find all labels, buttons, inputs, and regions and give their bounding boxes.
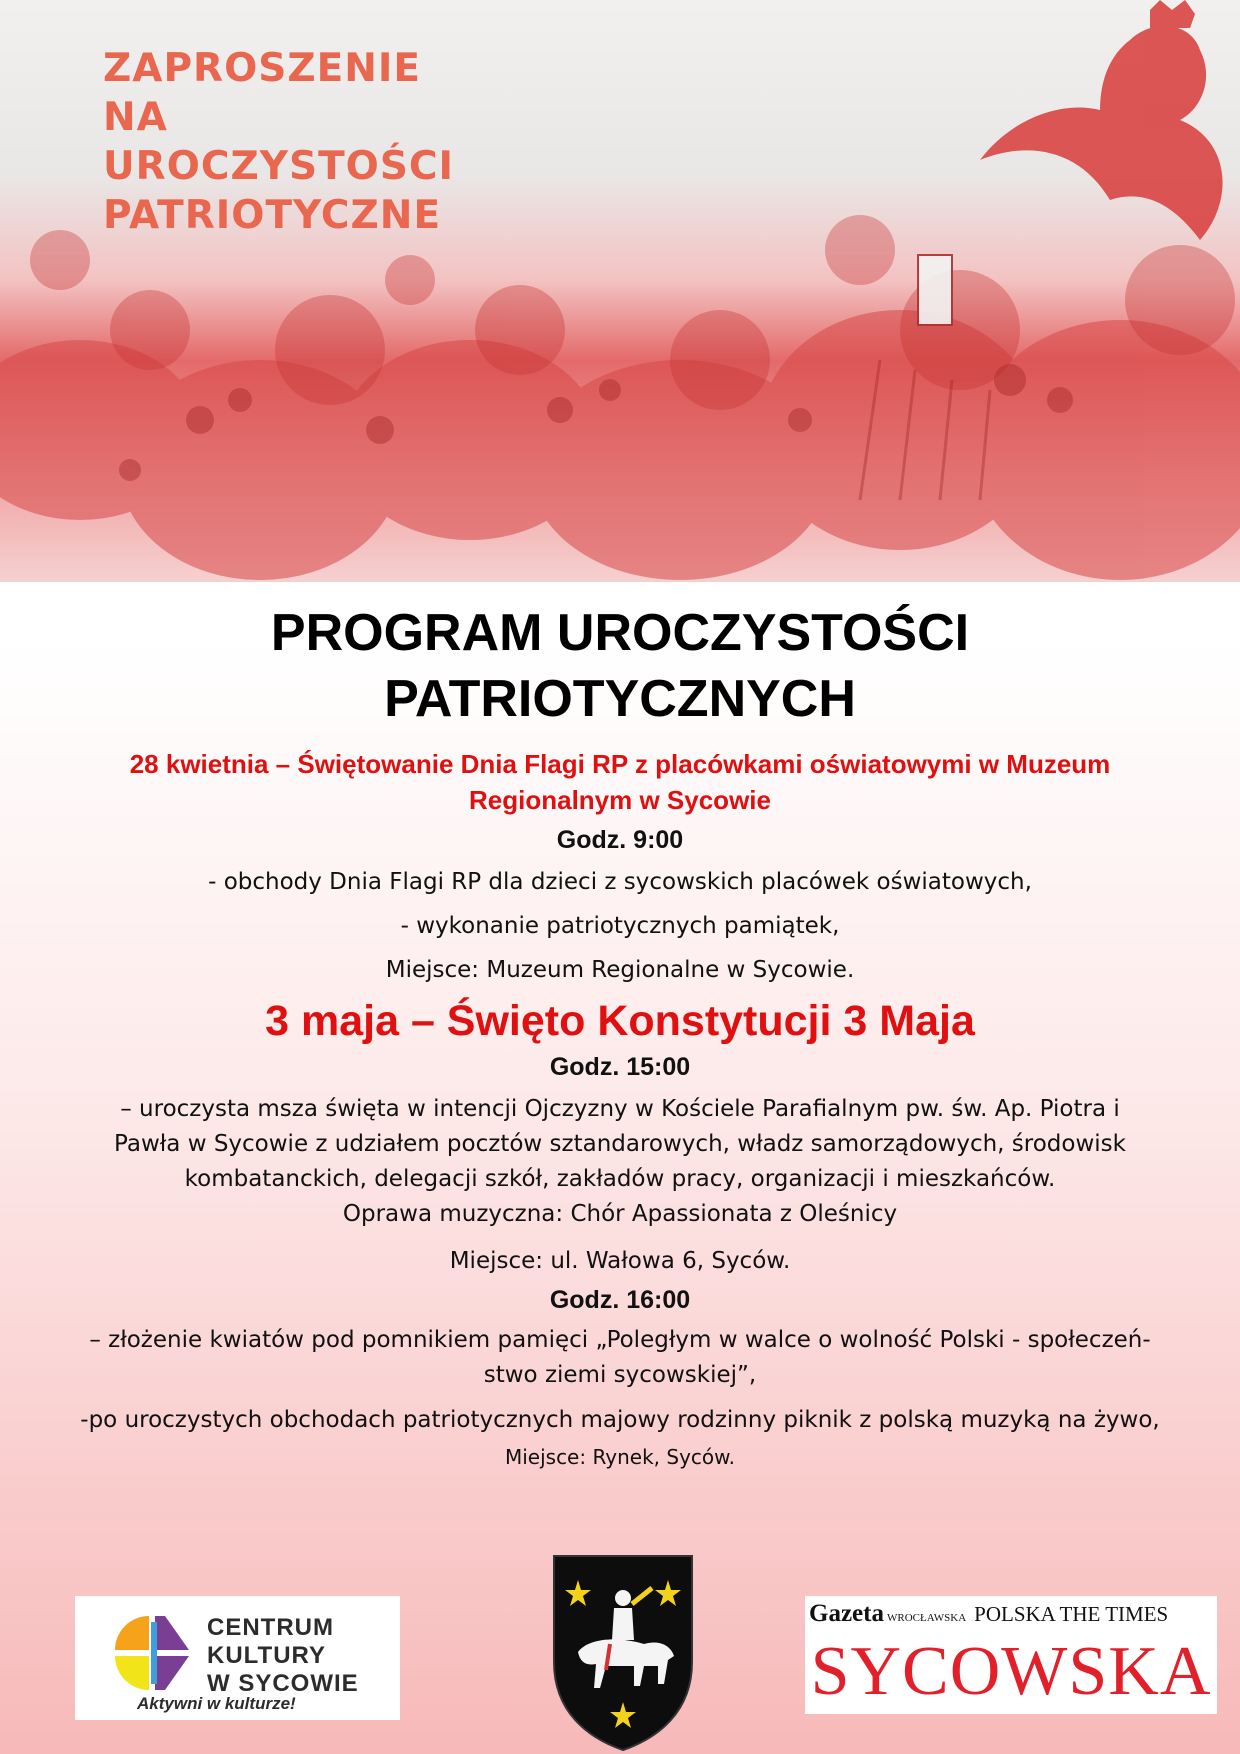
invitation-title-line: PATRIOTYCZNE bbox=[103, 193, 442, 238]
event-flowers-description bbox=[36, 1323, 1204, 1393]
event-mass-place: Miejsce: ul. Wałowa 6, Syców. bbox=[449, 1248, 791, 1274]
program-title-line: PATRIOTYCZNYCH bbox=[384, 670, 856, 728]
event-constitution-heading: 3 maja – Święto Konstytucji 3 Maja bbox=[265, 997, 975, 1045]
event-mass-time: Godz. 15:00 bbox=[549, 1053, 691, 1081]
flowers-line: – złożenie kwiatów pod pomnikiem pamięci „Poległym w walce o wolność Polski - społeczeń- bbox=[89, 1327, 1151, 1353]
invitation-title-line: ZAPROSZENIE bbox=[103, 46, 422, 91]
mass-line: Pawła w Sycowie z udziałem pocztów sztandarowych, władz samorządowych, środowisk bbox=[114, 1131, 1126, 1157]
flowers-line: stwo ziemi sycowskiej”, bbox=[483, 1362, 757, 1388]
sycow-coat-of-arms-icon bbox=[548, 1552, 698, 1752]
event-flag-day-heading bbox=[20, 746, 1220, 818]
gazeta-brand: Gazeta bbox=[809, 1600, 884, 1627]
centrum-name-line: CENTRUM bbox=[207, 1614, 334, 1641]
gazeta-partners: POLSKA THE TIMES bbox=[974, 1602, 1169, 1626]
hero-banner bbox=[0, 0, 1240, 582]
centrum-kultury-tagline: Aktywni w kulturze! bbox=[137, 1694, 296, 1713]
gazeta-header bbox=[809, 1600, 1168, 1628]
event-flag-day-item: - obchody Dnia Flagi RP dla dzieci z sycowskich placówek oświatowych, bbox=[208, 869, 1032, 895]
event-flag-day-time: Godz. 9:00 bbox=[556, 826, 684, 854]
centrum-name-line: W SYCOWIE bbox=[207, 1670, 359, 1697]
mass-line: Oprawa muzyczna: Chór Apassionata z Oleśnicy bbox=[342, 1201, 898, 1227]
event-flowers-time: Godz. 16:00 bbox=[549, 1286, 691, 1314]
centrum-kultury-emblem-icon bbox=[109, 1608, 199, 1698]
event-flag-day-place: Miejsce: Muzeum Regionalne w Sycowie. bbox=[385, 957, 855, 983]
event-heading-line: 28 kwietnia – Świętowanie Dnia Flagi RP z placówkami oświatowymi w Muzeum bbox=[129, 749, 1111, 779]
invitation-title bbox=[103, 44, 454, 240]
centrum-kultury-logo bbox=[75, 1596, 400, 1720]
sponsor-logos bbox=[0, 1548, 1240, 1754]
gazeta-subbrand: WROCŁAWSKA bbox=[886, 1612, 967, 1624]
centrum-name-line: KULTURY bbox=[207, 1642, 326, 1669]
invitation-title-line: UROCZYSTOŚCI bbox=[103, 144, 455, 189]
event-flag-day-item: - wykonanie patriotycznych pamiątek, bbox=[400, 913, 840, 939]
invitation-title-line: NA bbox=[103, 95, 168, 140]
gazeta-sycowska-logo bbox=[805, 1596, 1217, 1714]
event-picnic-description: -po uroczystych obchodach patriotycznych majowy rodzinny piknik z polską muzyką na żywo, bbox=[80, 1407, 1160, 1433]
program-title-line: PROGRAM UROCZYSTOŚCI bbox=[270, 604, 970, 662]
centrum-kultury-name bbox=[207, 1614, 359, 1698]
mass-line: – uroczysta msza święta w intencji Ojczyzny w Kościele Parafialnym pw. św. Ap. Piotra i bbox=[120, 1096, 1120, 1122]
event-heading-line: Regionalnym w Sycowie bbox=[469, 785, 771, 815]
gazeta-title: SYCOWSKA bbox=[810, 1633, 1212, 1710]
program-title bbox=[0, 600, 1240, 732]
event-mass-description bbox=[36, 1092, 1204, 1232]
mass-line: kombatanckich, delegacji szkół, zakładów pracy, organizacji i mieszkańców. bbox=[184, 1166, 1056, 1192]
event-picnic-place: Miejsce: Rynek, Syców. bbox=[504, 1445, 736, 1469]
program-section bbox=[0, 582, 1240, 1469]
